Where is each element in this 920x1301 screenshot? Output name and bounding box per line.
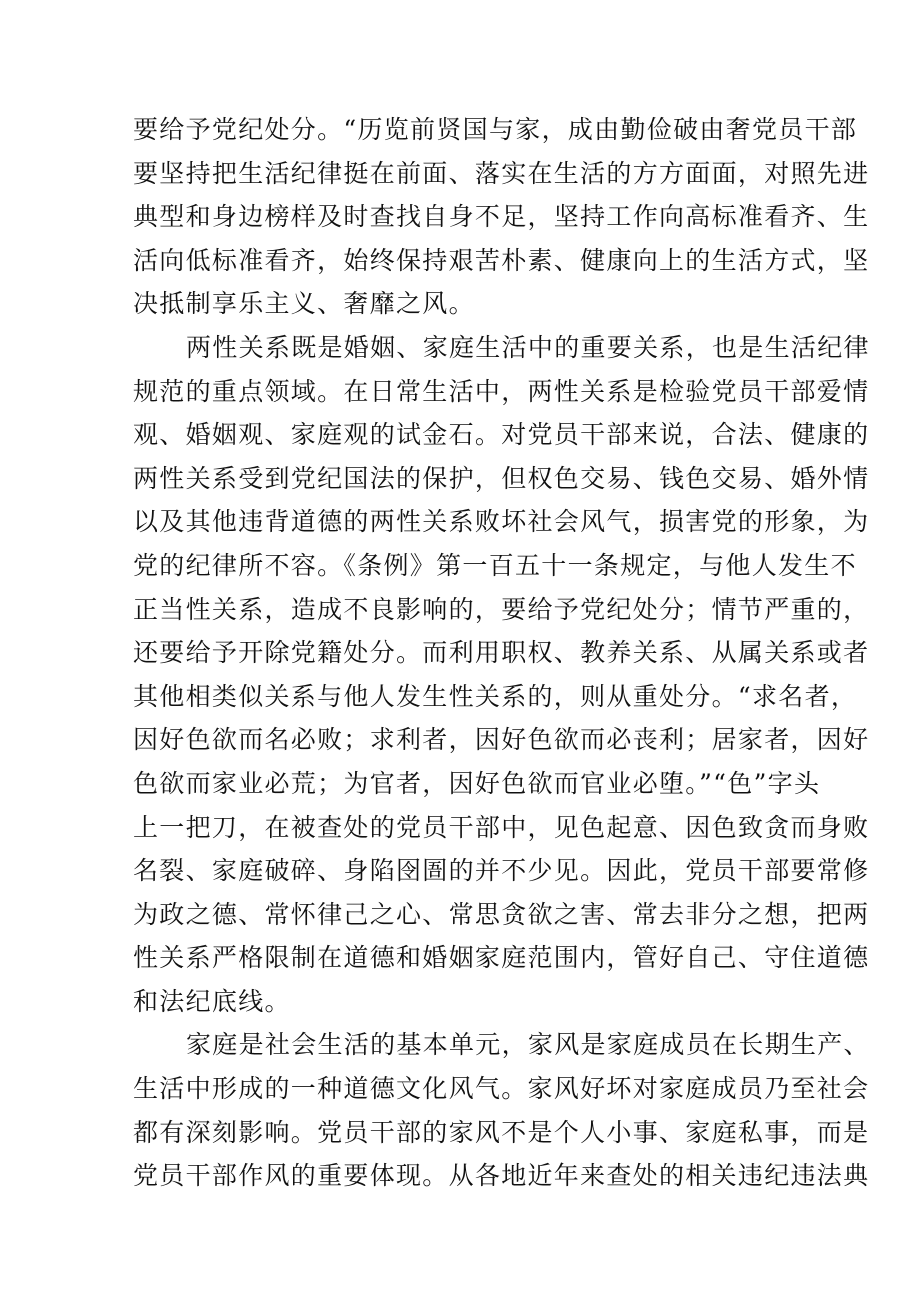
text-line: 其他相类似关系与他人发生性关系的，则从重处分。“求名者， — [133, 681, 858, 711]
text-line: 要给予党纪处分。“历览前贤国与家，成由勤俭破由奢党员干部 — [133, 115, 858, 144]
text-line: 典型和身边榜样及时查找自身不足，坚持工作向高标准看齐、生 — [133, 202, 870, 232]
text-line: 两性关系既是婚姻、家庭生活中的重要关系，也是生活纪律 — [186, 332, 870, 362]
text-line: 为政之德、常怀律己之心、常思贪欲之害、常去非分之想，把两 — [133, 899, 870, 929]
text-line: 两性关系受到党纪国法的保护，但权色交易、钱色交易、婚外情 — [133, 463, 870, 493]
text-line: 规范的重点领域。在日常生活中，两性关系是检验党员干部爱情 — [133, 376, 870, 406]
text-line: 正当性关系，造成不良影响的，要给予党纪处分；情节严重的， — [133, 594, 870, 624]
text-line: 都有深刻影响。党员干部的家风不是个人小事、家庭私事，而是 — [133, 1117, 870, 1147]
paragraph-1 — [133, 108, 870, 326]
text-line: 党的纪律所不容。《条例》第一百五十一条规定，与他人发生不 — [133, 550, 857, 580]
document-page — [133, 108, 870, 1198]
text-line: 生活中形成的一种道德文化风气。家风好坏对家庭成员乃至社会 — [133, 1074, 870, 1104]
text-line: 和法纪底线。 — [133, 986, 291, 1016]
paragraph-2 — [133, 326, 870, 1024]
text-line: 色欲而家业必荒；为官者，因好色欲而官业必堕。”“色”字头 — [133, 768, 821, 798]
text-line: 要坚持把生活纪律挺在前面、落实在生活的方方面面，对照先进 — [133, 158, 870, 188]
text-line: 名裂、家庭破碎、身陷囹圄的并不少见。因此，党员干部要常修 — [133, 856, 870, 886]
text-line: 还要给予开除党籍处分。而利用职权、教养关系、从属关系或者 — [133, 638, 870, 668]
text-line: 决抵制享乐主义、奢靡之风。 — [133, 289, 475, 319]
text-line: 党员干部作风的重要体现。从各地近年来查处的相关违纪违法典 — [133, 1161, 870, 1191]
text-line: 观、婚姻观、家庭观的试金石。对党员干部来说，合法、健康的 — [133, 420, 870, 450]
text-line: 家庭是社会生活的基本单元，家风是家庭成员在长期生产、 — [186, 1030, 870, 1060]
text-line: 因好色欲而名必败；求利者，因好色欲而必丧利；居家者，因好 — [133, 725, 870, 755]
text-line: 活向低标准看齐，始终保持艰苦朴素、健康向上的生活方式，坚 — [133, 245, 870, 275]
text-line: 性关系严格限制在道德和婚姻家庭范围内，管好自己、守住道德 — [133, 943, 870, 973]
text-line: 以及其他违背道德的两性关系败坏社会风气，损害党的形象，为 — [133, 507, 870, 537]
paragraph-3 — [133, 1023, 870, 1197]
text-line: 上一把刀，在被查处的党员干部中，见色起意、因色致贪而身败 — [133, 812, 870, 842]
